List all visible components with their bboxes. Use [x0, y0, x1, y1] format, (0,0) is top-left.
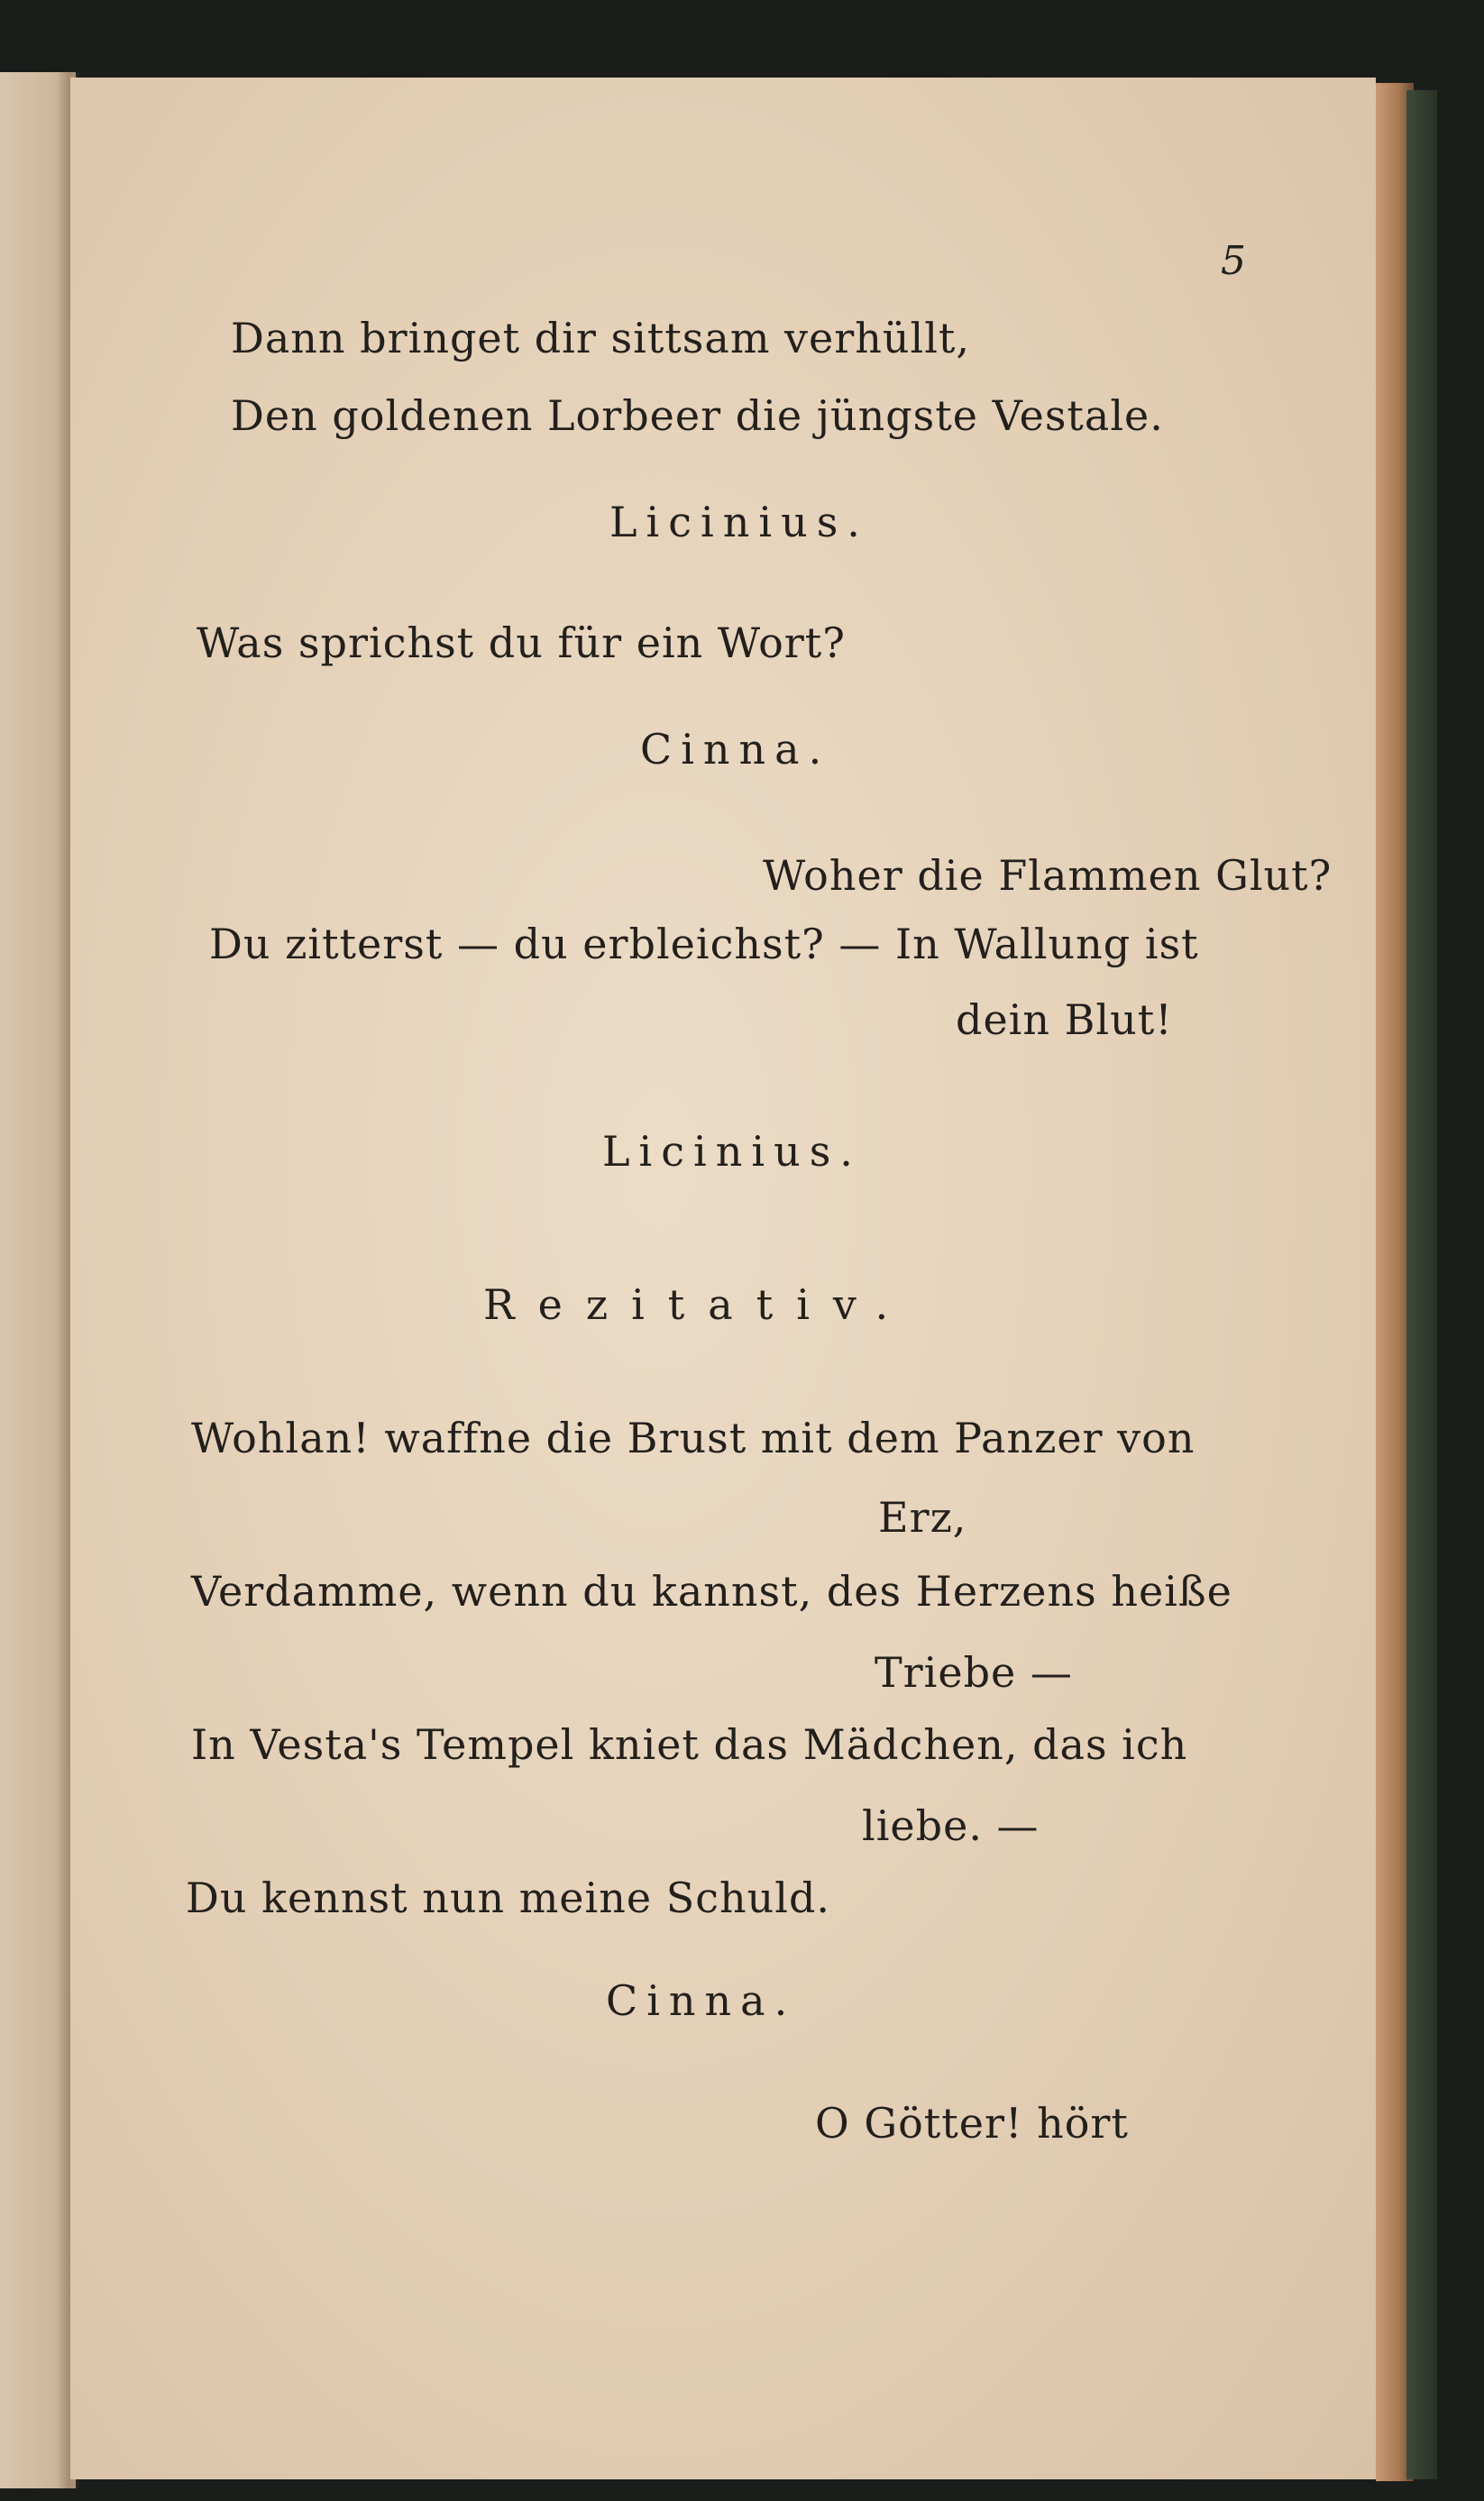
verse-line: In Vesta's Tempel kniet das Mädchen, das ich	[191, 1720, 1188, 1769]
verse-line: Du kennst nun meine Schuld.	[186, 1873, 831, 1922]
book-cover-edge	[1406, 90, 1437, 2479]
verse-line: Woher die Flammen Glut?	[763, 851, 1333, 900]
verse-line: Triebe —	[875, 1648, 1073, 1697]
verse-line: Du zitterst — du erbleichst? — In Wallung ist	[209, 920, 1199, 968]
speaker-name: Licinius.	[602, 1127, 862, 1176]
speaker-name: Cinna.	[606, 1976, 797, 2025]
verse-line: O Götter! hört	[815, 2099, 1129, 2148]
verse-line: Den goldenen Lorbeer die jüngste Vestale.	[231, 391, 1164, 440]
verse-line: liebe. —	[862, 1801, 1040, 1850]
speaker-name: Licinius.	[609, 498, 869, 546]
verse-line: Erz,	[878, 1493, 967, 1542]
verse-line: Was sprichst du für ein Wort?	[197, 618, 846, 667]
verse-line: Verdamme, wenn du kannst, des Herzens heiße	[191, 1567, 1232, 1616]
speaker-name: Cinna.	[640, 725, 831, 774]
section-heading: Rezitativ.	[483, 1280, 912, 1329]
verse-line: dein Blut!	[956, 995, 1173, 1044]
verse-line: Dann bringet dir sittsam verhüllt,	[231, 314, 971, 362]
verse-line: Wohlan! waffne die Brust mit dem Panzer von	[191, 1414, 1195, 1462]
page-number: 5	[1221, 238, 1247, 284]
